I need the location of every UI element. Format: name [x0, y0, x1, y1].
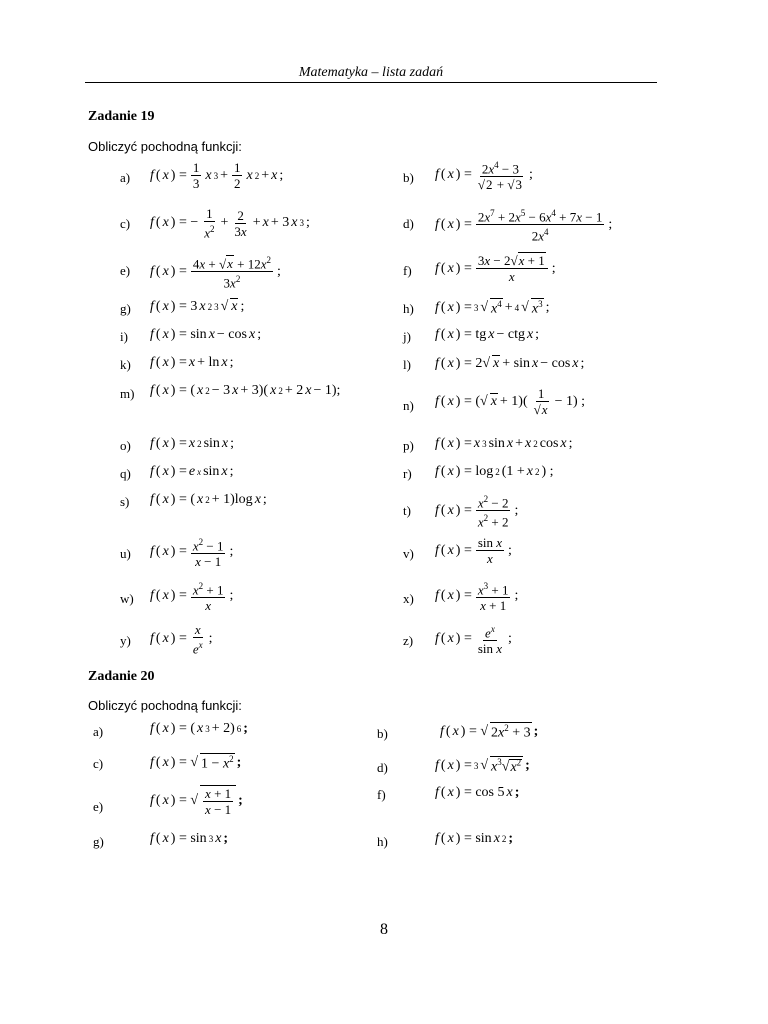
task20-title: Zadanie 20: [88, 669, 155, 684]
task20-b-label: b): [377, 726, 388, 741]
task19-b-formula: f ( x ) = $\frac{2x^4 - 3}{√2 + √3}$ ;: [435, 160, 533, 193]
task19-s-label: s): [120, 494, 130, 509]
task19-z-label: z): [403, 633, 414, 648]
task20-f-formula: f ( x ) = cos 5 x ;: [435, 785, 520, 800]
task20-a-formula: f ( x ) = ( x 3 + 2) 6 ;: [150, 721, 248, 736]
task19-e-label: e): [120, 263, 131, 278]
task20-h-label: h): [377, 834, 388, 849]
task19-instruction: Obliczyć pochodną funkcji:: [88, 139, 242, 154]
task20-f-label: f): [377, 787, 386, 802]
task20-c-formula: f ( x ) = √ $1 - x^2$ ;: [150, 754, 242, 772]
task19-s-formula: f ( x ) = ( x 2 + 1)log x ;: [150, 492, 267, 507]
task19-m-label: m): [120, 386, 135, 401]
task19-a-label: a): [120, 170, 131, 185]
task19-b-label: b): [403, 170, 414, 185]
task19-v-formula: f ( x ) = $\frac{\text{sin x}}{x}$ ;: [435, 535, 512, 566]
task19-title: Zadanie 19: [88, 109, 155, 124]
task19-t-formula: f ( x ) = $\frac{x^2 - 2}{x^2 + 2}$ ;: [435, 494, 519, 530]
task19-h-label: h): [403, 301, 414, 316]
task20-e-label: e): [93, 799, 104, 814]
task19-q-label: q): [120, 466, 131, 481]
task19-v-label: v): [403, 546, 414, 561]
task19-l-formula: f ( x ) = 2√ x + sin x − cos x ;: [435, 355, 585, 371]
task20-g-label: g): [93, 834, 104, 849]
task20-e-formula: f ( x ) = √ $\frac{x + 1}{x - 1}$ ;: [150, 786, 243, 817]
task19-i-formula: f ( x ) = sin x − cos x ;: [150, 327, 262, 342]
task19-c-label: c): [120, 216, 131, 231]
task20-c-label: c): [93, 756, 104, 771]
task19-r-label: r): [403, 466, 412, 481]
task20-b-formula: f ( x ) = √ $2x^2 + 3$ ;: [440, 723, 539, 741]
task20-instruction: Obliczyć pochodną funkcji:: [88, 698, 242, 713]
task19-t-label: t): [403, 503, 411, 518]
task19-w-formula: f ( x ) = $\frac{x^2 + 1}{x}$ ;: [150, 581, 234, 614]
task19-p-formula: f ( x ) = x 3 sin x + x 2 cos x ;: [435, 436, 573, 451]
task19-j-formula: f ( x ) = tg x − ctg x ;: [435, 327, 540, 342]
task19-f-formula: f ( x ) = $\frac{3x - 2√x + 1}{x}$ ;: [435, 253, 556, 284]
task19-g-formula: f ( x ) = 3 x 2 3 √ x ;: [150, 298, 245, 314]
task19-i-label: i): [120, 329, 128, 344]
task19-y-label: y): [120, 633, 131, 648]
task19-d-label: d): [403, 216, 414, 231]
task19-w-label: w): [120, 591, 134, 606]
task20-h-formula: f ( x ) = sin x 2 ;: [435, 831, 514, 846]
task20-d-formula: f ( x ) = 3 √ $x^3√x^2$ ;: [435, 757, 530, 775]
header-title: Matematyka – lista zadań: [298, 65, 444, 80]
task19-g-label: g): [120, 301, 131, 316]
header-rule: [85, 82, 657, 83]
task19-x-formula: f ( x ) = $\frac{x^3 + 1}{x + 1}$ ;: [435, 581, 519, 614]
task19-h-formula: f ( x ) = 3 √ $x^4$ + 4 √ $x^3$ ;: [435, 299, 550, 317]
task19-c-formula: f ( x ) = − $\frac{1}{x^2}$ + $\frac{2}{3x}$ + x + 3 x 3 ;: [150, 206, 310, 241]
page-number: 8: [380, 921, 388, 938]
task20-d-label: d): [377, 760, 388, 775]
task19-e-formula: f ( x ) = $\frac{4x + √x + 12x^2}{3x^2}$ ;: [150, 255, 281, 291]
task19-r-formula: f ( x ) = log 2 (1 + x 2 ) ;: [435, 464, 554, 479]
task19-k-formula: f ( x ) = x + ln x ;: [150, 355, 234, 370]
task19-k-label: k): [120, 357, 131, 372]
task19-l-label: l): [403, 357, 411, 372]
task19-u-label: u): [120, 546, 131, 561]
task19-j-label: j): [403, 329, 411, 344]
task19-n-label: n): [403, 398, 414, 413]
task19-n-formula: f ( x ) = (√ x + 1)( $\frac{1}{√x}$ − 1) ;: [435, 386, 586, 417]
task19-p-label: p): [403, 438, 414, 453]
task19-a-formula: f ( x ) = $\frac{1}{3}$ x 3 + $\frac{1}{2}$ x 2 + x ;: [150, 160, 284, 191]
task19-u-formula: f ( x ) = $\frac{x^2 - 1}{x - 1}$ ;: [150, 537, 234, 570]
task19-o-formula: f ( x ) = x 2 sin x ;: [150, 436, 235, 451]
task20-g-formula: f ( x ) = sin 3 x ;: [150, 831, 229, 846]
task19-f-label: f): [403, 263, 412, 278]
task19-y-formula: f ( x ) = $\frac{x}{e^x}$ ;: [150, 622, 213, 657]
task19-q-formula: f ( x ) = e x sin x ;: [150, 464, 234, 479]
task19-x-label: x): [403, 591, 414, 606]
task19-o-label: o): [120, 438, 131, 453]
task20-a-label: a): [93, 724, 104, 739]
task19-m-formula: f ( x ) = ( x 2 − 3 x + 3)( x 2 + 2 x − 1);: [150, 383, 341, 398]
task19-z-formula: f ( x ) = $\frac{e^x}{\text{sin x}}$ ;: [435, 624, 512, 657]
task19-d-formula: f ( x ) = $\frac{2x^7 + 2x^5 - 6x^4 + 7x - 1}{2x^4}$ ;: [435, 208, 613, 244]
